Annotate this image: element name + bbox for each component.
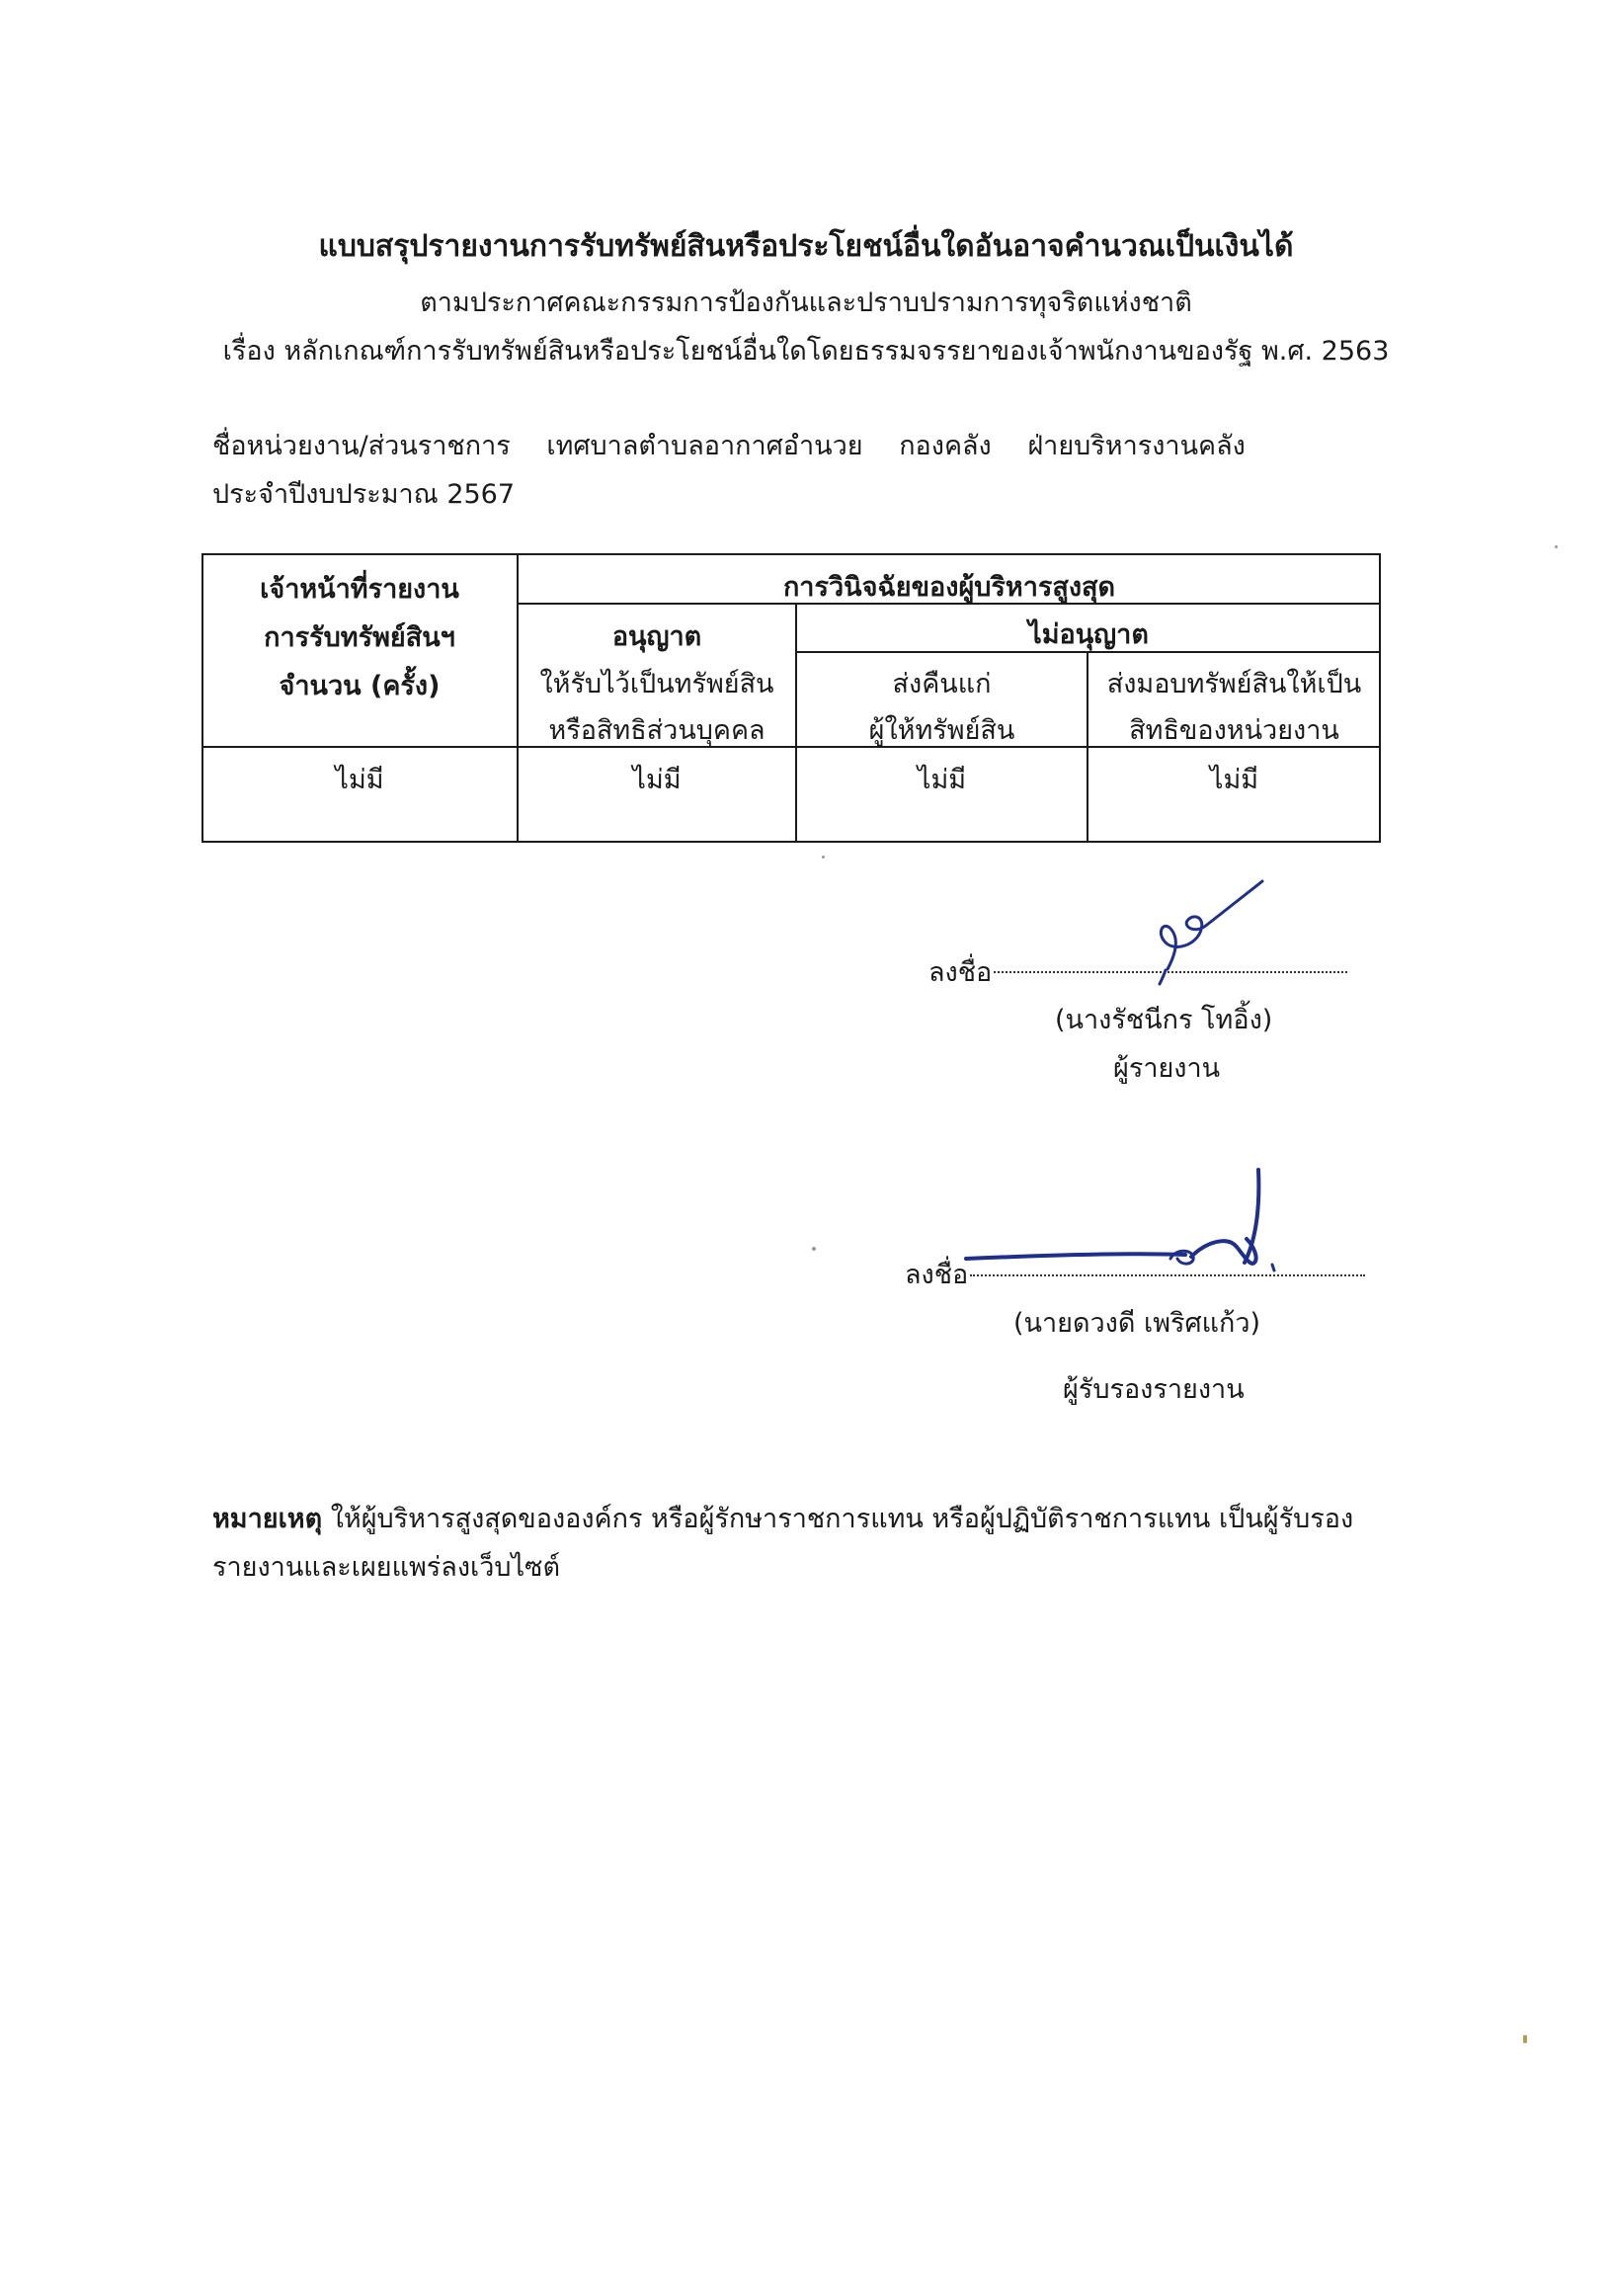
- deny-transfer-line1: ส่งมอบทรัพย์สินให้เป็น: [1106, 669, 1362, 699]
- deny-return-line1: ส่งคืนแก่: [892, 669, 992, 699]
- agency-label: ชื่อหน่วยงาน/ส่วนราชการ: [212, 431, 511, 461]
- col1-header-line2: การรับทรัพย์สินฯ: [264, 622, 455, 653]
- row-transfer-cell: ไม่มี: [1209, 765, 1259, 795]
- deny-header: ไม่อนุญาต: [1028, 619, 1149, 650]
- allow-sub-line1: ให้รับไว้เป็นทรัพย์สิน: [539, 669, 774, 699]
- allow-sub-line2: หรือสิทธิส่วนบุคคล: [548, 715, 766, 746]
- row-count-cell: ไม่มี: [335, 765, 384, 795]
- document-subtitle-announcement: ตามประกาศคณะกรรมการป้องกันและปราบปรามการทุจริตแห่งชาติ: [420, 287, 1192, 318]
- agency-division: กองคลัง: [899, 431, 992, 461]
- scan-speck: [1555, 545, 1558, 548]
- allow-header: อนุญาต: [611, 621, 702, 652]
- reporter-role: ผู้รายงาน: [1113, 1053, 1221, 1084]
- reporter-name: (นางรัชนีกร โทอิ้ง): [1055, 1005, 1273, 1035]
- scan-speck: [812, 1247, 816, 1251]
- scan-speck: [822, 856, 825, 859]
- sign-label-reporter: ลงชื่อ: [928, 957, 993, 988]
- deny-return-line2: ผู้ให้ทรัพย์สิน: [868, 715, 1015, 746]
- table-border-top: [202, 553, 1381, 555]
- table-border-bottom: [202, 841, 1381, 843]
- certifier-role: ผู้รับรองรายงาน: [1063, 1374, 1245, 1405]
- col1-header-line3: จำนวน (ครั้ง): [279, 671, 441, 701]
- footnote: [212, 1495, 1408, 1592]
- deny-transfer-line2: สิทธิของหน่วยงาน: [1129, 715, 1339, 746]
- footnote-text: ให้ผู้บริหารสูงสุดขององค์กร หรือผู้รักษาราชการแทน หรือผู้ปฏิบัติราชการแทน เป็นผู้รับรองรายงานและเผยแพร่ลงเว็บไซต์: [212, 1504, 1354, 1583]
- scan-speck: [1523, 2035, 1527, 2043]
- summary-table: [202, 553, 1381, 843]
- col1-header-line1: เจ้าหน้าที่รายงาน: [260, 574, 459, 605]
- document-subtitle-subject: เรื่อง หลักเกณฑ์การรับทรัพย์สินหรือประโยชน์อื่นใดโดยธรรมจรรยาของเจ้าพนักงานของรัฐ พ.ศ. 2563: [222, 336, 1390, 367]
- agency-line: [212, 424, 1273, 466]
- agency-section: ฝ่ายบริหารงานคลัง: [1027, 431, 1246, 461]
- certifier-name: (นายดวงดี เพริศแก้ว): [1013, 1308, 1261, 1339]
- row-allow-cell: ไม่มี: [632, 765, 682, 795]
- sign-label-certifier: ลงชื่อ: [905, 1260, 969, 1290]
- document-title: แบบสรุปรายงานการรับทรัพย์สินหรือประโยชน์อื่นใดอันอาจคำนวณเป็นเงินได้: [318, 229, 1294, 264]
- decision-header: การวินิจฉัยของผู้บริหารสูงสุด: [782, 572, 1116, 603]
- row-return-cell: ไม่มี: [917, 765, 967, 795]
- agency-name: เทศบาลตำบลอากาศอำนวย: [546, 431, 863, 461]
- footnote-label: หมายเหตุ: [212, 1504, 323, 1534]
- fiscal-year: ประจำปีงบประมาณ 2567: [212, 479, 516, 510]
- signature-reporter: [1136, 875, 1274, 994]
- signature-certifier: [958, 1164, 1333, 1282]
